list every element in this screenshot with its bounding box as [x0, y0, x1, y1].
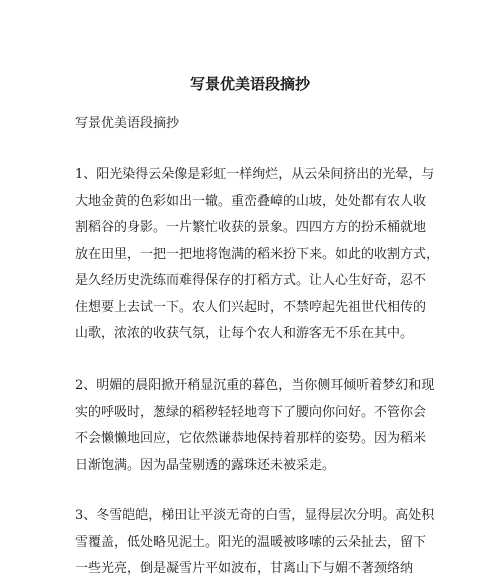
paragraph-line: 雪覆盖，低处略见泥土。阳光的温暖被哆嗦的云朵扯去，留下: [75, 534, 427, 550]
paragraph-line: 大地金黄的色彩如出一辙。重峦叠嶂的山坡，处处都有农人收: [75, 193, 427, 209]
paragraph-line: 3、冬雪皑皑，梯田让平淡无奇的白雪，显得层次分明。高处积: [75, 508, 435, 523]
paragraph-line: 1、阳光染得云朵像是彩虹一样绚烂，从云朵间挤出的光晕，与: [75, 167, 435, 182]
paragraph-line: 是久经历史洗练而难得保存的打稻方式。让人心生好奇，忍不: [75, 273, 427, 288]
paragraph-3: [75, 503, 435, 583]
paragraph-line: 不会懒懒地回应，它依然谦恭地保持着那样的姿势。因为稻米: [75, 431, 427, 446]
paragraph-line: 日渐饱满。因为晶莹剔透的露珠还未被采走。: [75, 457, 336, 473]
paragraph-line: 放在田里，一把一把地将饱满的稻米扮下来。如此的收割方式，: [75, 246, 440, 262]
paragraph-line: 一些光亮，倒是凝雪片平如波布，甘离山下与媚不著颈络纳: [75, 561, 414, 576]
paragraph-line: 住想要上去试一下。农人们兴起时，不禁哼起先祖世代相传的: [75, 299, 427, 315]
paragraph-1: [75, 162, 440, 348]
paragraph-line: 实的呼吸时，葱绿的稻秽轻轻地弯下了腰向你问好。不管你会: [75, 404, 427, 420]
document-subtitle: 写景优美语段摘抄: [75, 116, 180, 131]
document-title: 写景优美语段摘抄: [189, 75, 310, 93]
paragraph-line: 2、明媚的晨阳掀开稍显沉重的暮色，当你侧耳倾听着梦幻和现: [75, 378, 435, 393]
paragraph-line: 割稻谷的身影。一片繁忙收获的景象。四四方方的扮禾桶就地: [75, 220, 427, 235]
paragraph-line: 山歌，浓浓的收获气氛，让每个农人和游客无不乐在其中。: [75, 326, 414, 341]
paragraph-2: [75, 373, 435, 479]
